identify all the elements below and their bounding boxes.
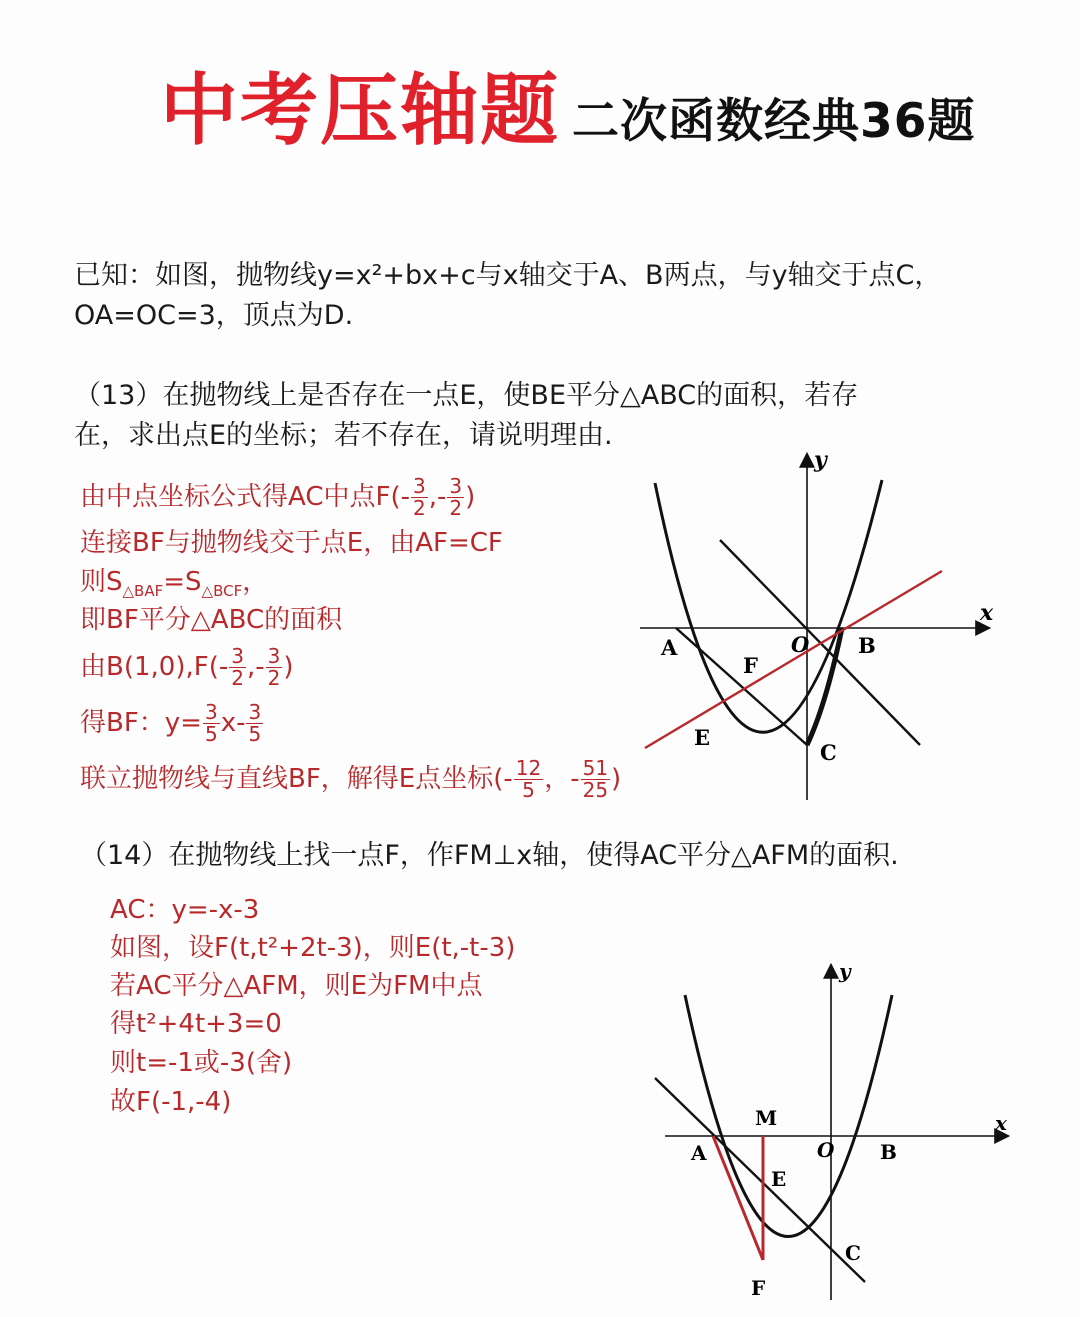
fraction: $\frac{12}{5}$ [515, 756, 542, 802]
fraction: $\frac{3}{2}$ [412, 474, 426, 520]
q14-line-1: （14）在抛物线上找一点F，作FM⊥x轴，使得AC平分△AFM的面积. [80, 840, 899, 871]
label-y: y [839, 959, 851, 983]
label-b: B [880, 1140, 897, 1164]
label-e: E [771, 1167, 787, 1191]
q13-sol-line-1: 由中点坐标公式得AC中点F(- $\frac{3}{2}$ ,- $\frac{3}{2}$ ) [80, 474, 476, 520]
q14-figure [645, 960, 1015, 1305]
label-c: C [820, 740, 837, 765]
label-x: x [995, 1111, 1007, 1135]
given-line-1: 已知：如图，抛物线y=x²+bx+c与x轴交于A、B两点，与y轴交于点C， [74, 260, 942, 291]
q14-sol-line-4: 得t²+4t+3=0 [110, 1009, 282, 1039]
q14-sol-line-1: AC：y=-x-3 [110, 895, 260, 925]
fraction: $\frac{3}{2}$ [231, 644, 244, 690]
q14-sol-line-6: 故F(-1,-4) [110, 1087, 232, 1117]
q13-sol-line-7: 联立抛物线与直线BF，解得E点坐标(- $\frac{12}{5}$ ，- $\frac{51}{25}$ ) [80, 756, 622, 802]
q13-sol-line-5: 由B(1,0),F(- $\frac{3}{2}$ ,- $\frac{3}{2}$ ) [80, 644, 294, 690]
label-f: F [743, 653, 758, 678]
q13-sol-line-6: 得BF：y= $\frac{3}{5}$ x- $\frac{3}{5}$ [80, 700, 262, 746]
title-main: 中考压轴题 [160, 66, 561, 156]
fraction: $\frac{3}{5}$ [248, 700, 262, 746]
label-x: x [980, 600, 994, 626]
fraction: $\frac{3}{2}$ [449, 474, 463, 520]
title-subtitle: 二次函数经典36题 [572, 94, 976, 149]
fraction: $\frac{51}{25}$ [582, 756, 609, 802]
given-line-2: OA=OC=3，顶点为D. [74, 300, 354, 331]
label-e: E [694, 725, 711, 750]
q13-sol-line-3: 则$S_{\triangle BAF}=S_{\triangle BCF}$， [80, 567, 269, 601]
q14-sol-line-3: 若AC平分△AFM，则E为FM中点 [110, 971, 483, 1001]
label-o: O [791, 632, 810, 657]
label-f: F [751, 1276, 766, 1300]
label-y: y [814, 447, 827, 473]
parabola [685, 995, 892, 1237]
q13-figure [630, 445, 1000, 805]
q13-sol-line-4: 即BF平分△ABC的面积 [80, 605, 343, 635]
parabola [655, 480, 882, 732]
q14-sol-line-5: 则t=-1或-3(舍) [110, 1048, 293, 1078]
fraction: $\frac{3}{2}$ [267, 644, 281, 690]
q14-sol-line-2: 如图，设F(t,t²+2t-3)，则E(t,-t-3) [110, 933, 516, 963]
q13-line-1: （13）在抛物线上是否存在一点E，使BE平分△ABC的面积，若存 [74, 380, 859, 411]
segment-af [713, 1136, 763, 1260]
label-o: O [817, 1138, 835, 1162]
fraction: $\frac{3}{5}$ [204, 700, 218, 746]
label-a: A [661, 635, 678, 660]
label-b: B [858, 633, 876, 658]
label-a: A [691, 1141, 707, 1165]
q13-sol-line-2: 连接BF与抛物线交于点E，由AF=CF [80, 528, 503, 558]
label-c: C [845, 1241, 861, 1265]
label-m: M [755, 1106, 778, 1130]
q13-line-2: 在，求出点E的坐标；若不存在，请说明理由. [74, 420, 613, 451]
